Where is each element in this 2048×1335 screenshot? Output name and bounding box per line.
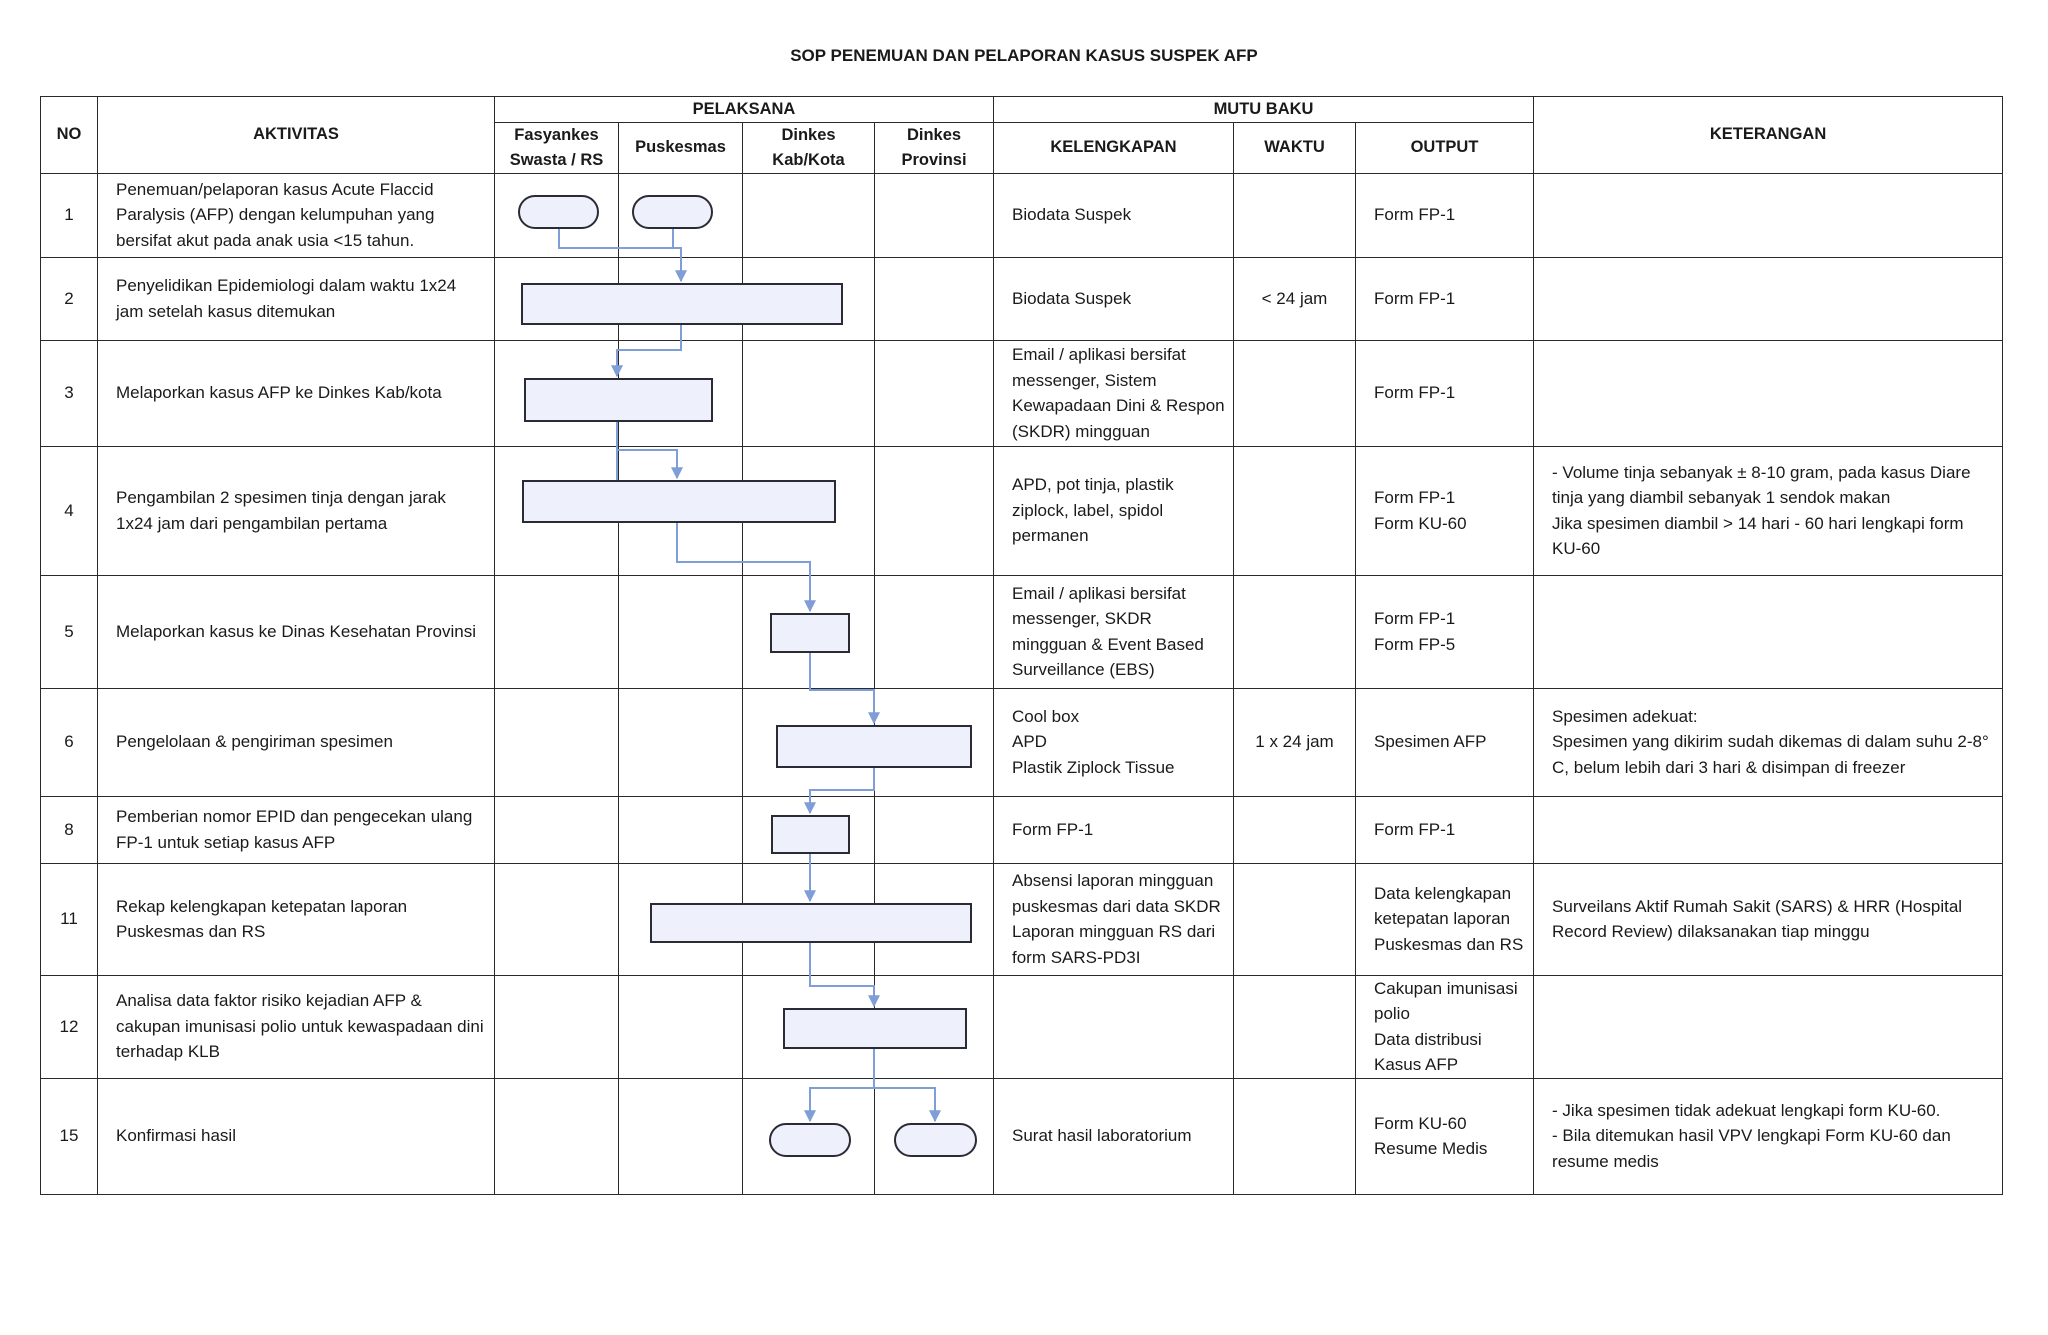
table-row	[41, 340, 2003, 446]
lane-cell-dinkes-provinsi	[875, 340, 994, 446]
kelengkapan-cell: Email / aplikasi bersifat messenger, SKDR mingguan & Event Based Surveillance (EBS)	[994, 575, 1234, 688]
lane-cell-fasyankes	[495, 975, 619, 1078]
keterangan-cell	[1534, 796, 2003, 863]
keterangan-cell	[1534, 975, 2003, 1078]
table-row	[41, 257, 2003, 340]
header-waktu: WAKTU	[1234, 123, 1356, 174]
table-row	[41, 1078, 2003, 1194]
lane-cell-dinkes-provinsi	[875, 975, 994, 1078]
waktu-cell	[1234, 575, 1356, 688]
keterangan-cell: Spesimen adekuat: Spesimen yang dikirim sudah dikemas di dalam suhu 2-8° C, belum lebih dari 3 hari & disimpan di freezer	[1534, 688, 2003, 796]
keterangan-cell: - Volume tinja sebanyak ± 8-10 gram, pada kasus Diare tinja yang diambil sebanyak 1 sendok makan Jika spesimen diambil > 14 hari - 60 hari lengkapi form KU-60	[1534, 446, 2003, 575]
lane-cell-dinkes-provinsi	[875, 257, 994, 340]
waktu-cell	[1234, 446, 1356, 575]
kelengkapan-cell: Biodata Suspek	[994, 257, 1234, 340]
table-row	[41, 796, 2003, 863]
lane-cell-fasyankes	[495, 257, 619, 340]
lane-cell-dinkes-provinsi	[875, 863, 994, 975]
row-number: 11	[41, 863, 98, 975]
lane-cell-dinkes-kabkota	[743, 173, 875, 257]
activity-cell: Pemberian nomor EPID dan pengecekan ulang FP-1 untuk setiap kasus AFP	[98, 796, 495, 863]
lane-cell-fasyankes	[495, 446, 619, 575]
output-cell: Cakupan imunisasi polio Data distribusi Kasus AFP	[1356, 975, 1534, 1078]
row-number: 12	[41, 975, 98, 1078]
output-cell: Form FP-1 Form FP-5	[1356, 575, 1534, 688]
activity-cell: Analisa data faktor risiko kejadian AFP & cakupan imunisasi polio untuk kewaspadaan dini terhadap KLB	[98, 975, 495, 1078]
waktu-cell: < 24 jam	[1234, 257, 1356, 340]
lane-cell-dinkes-kabkota	[743, 1078, 875, 1194]
header-lane-dinkes-kabkota: Dinkes Kab/Kota	[743, 123, 875, 174]
table-row	[41, 446, 2003, 575]
header-no: NO	[41, 97, 98, 174]
lane-cell-dinkes-kabkota	[743, 340, 875, 446]
lane-cell-dinkes-kabkota	[743, 863, 875, 975]
lane-cell-puskesmas	[619, 796, 743, 863]
lane-cell-dinkes-provinsi	[875, 446, 994, 575]
output-cell: Form FP-1	[1356, 173, 1534, 257]
lane-cell-fasyankes	[495, 863, 619, 975]
lane-cell-puskesmas	[619, 688, 743, 796]
header-pelaksana: PELAKSANA	[495, 97, 994, 123]
activity-cell: Penyelidikan Epidemiologi dalam waktu 1x24 jam setelah kasus ditemukan	[98, 257, 495, 340]
header-aktivitas: AKTIVITAS	[98, 97, 495, 174]
lane-cell-dinkes-kabkota	[743, 975, 875, 1078]
table-row	[41, 575, 2003, 688]
row-number: 1	[41, 173, 98, 257]
waktu-cell: 1 x 24 jam	[1234, 688, 1356, 796]
output-cell: Spesimen AFP	[1356, 688, 1534, 796]
activity-cell: Pengambilan 2 spesimen tinja dengan jarak 1x24 jam dari pengambilan pertama	[98, 446, 495, 575]
kelengkapan-cell: Surat hasil laboratorium	[994, 1078, 1234, 1194]
waktu-cell	[1234, 863, 1356, 975]
lane-cell-fasyankes	[495, 575, 619, 688]
output-cell: Form FP-1	[1356, 340, 1534, 446]
waktu-cell	[1234, 1078, 1356, 1194]
lane-cell-puskesmas	[619, 257, 743, 340]
header-lane-puskesmas: Puskesmas	[619, 123, 743, 174]
lane-cell-puskesmas	[619, 1078, 743, 1194]
table-row	[41, 688, 2003, 796]
lane-cell-fasyankes	[495, 173, 619, 257]
activity-cell: Penemuan/pelaporan kasus Acute Flaccid Paralysis (AFP) dengan kelumpuhan yang bersifat akut pada anak usia <15 tahun.	[98, 173, 495, 257]
table-row	[41, 173, 2003, 257]
lane-cell-puskesmas	[619, 863, 743, 975]
header-kelengkapan: KELENGKAPAN	[994, 123, 1234, 174]
lane-cell-puskesmas	[619, 575, 743, 688]
lane-cell-dinkes-kabkota	[743, 446, 875, 575]
activity-cell: Konfirmasi hasil	[98, 1078, 495, 1194]
sop-table	[40, 96, 2003, 1195]
keterangan-cell	[1534, 173, 2003, 257]
output-cell: Form FP-1	[1356, 257, 1534, 340]
kelengkapan-cell: Absensi laporan mingguan puskesmas dari data SKDR Laporan mingguan RS dari form SARS-PD3I	[994, 863, 1234, 975]
activity-cell: Rekap kelengkapan ketepatan laporan Puskesmas dan RS	[98, 863, 495, 975]
page-title: SOP PENEMUAN DAN PELAPORAN KASUS SUSPEK AFP	[790, 46, 1258, 65]
lane-cell-dinkes-provinsi	[875, 173, 994, 257]
row-number: 6	[41, 688, 98, 796]
row-number: 8	[41, 796, 98, 863]
kelengkapan-cell: Email / aplikasi bersifat messenger, Sistem Kewapadaan Dini & Respon (SKDR) mingguan	[994, 340, 1234, 446]
header-mutu-baku: MUTU BAKU	[994, 97, 1534, 123]
output-cell: Form FP-1 Form KU-60	[1356, 446, 1534, 575]
waktu-cell	[1234, 975, 1356, 1078]
lane-cell-puskesmas	[619, 340, 743, 446]
kelengkapan-cell: Biodata Suspek	[994, 173, 1234, 257]
lane-cell-dinkes-provinsi	[875, 575, 994, 688]
header-keterangan: KETERANGAN	[1534, 97, 2003, 174]
keterangan-cell	[1534, 340, 2003, 446]
table-row	[41, 863, 2003, 975]
lane-cell-puskesmas	[619, 975, 743, 1078]
lane-cell-dinkes-provinsi	[875, 1078, 994, 1194]
lane-cell-dinkes-provinsi	[875, 796, 994, 863]
lane-cell-puskesmas	[619, 173, 743, 257]
row-number: 2	[41, 257, 98, 340]
lane-cell-dinkes-kabkota	[743, 688, 875, 796]
lane-cell-fasyankes	[495, 688, 619, 796]
kelengkapan-cell: Form FP-1	[994, 796, 1234, 863]
header-output: OUTPUT	[1356, 123, 1534, 174]
output-cell: Form KU-60 Resume Medis	[1356, 1078, 1534, 1194]
header-lane-fasyankes: Fasyankes Swasta / RS	[495, 123, 619, 174]
header-lane-dinkes-provinsi: Dinkes Provinsi	[875, 123, 994, 174]
lane-cell-fasyankes	[495, 796, 619, 863]
keterangan-cell: Surveilans Aktif Rumah Sakit (SARS) & HRR (Hospital Record Review) dilaksanakan tiap minggu	[1534, 863, 2003, 975]
kelengkapan-cell	[994, 975, 1234, 1078]
lane-cell-dinkes-provinsi	[875, 688, 994, 796]
output-cell: Data kelengkapan ketepatan laporan Puskesmas dan RS	[1356, 863, 1534, 975]
activity-cell: Melaporkan kasus ke Dinas Kesehatan Provinsi	[98, 575, 495, 688]
row-number: 15	[41, 1078, 98, 1194]
kelengkapan-cell: APD, pot tinja, plastik ziplock, label, spidol permanen	[994, 446, 1234, 575]
lane-cell-dinkes-kabkota	[743, 796, 875, 863]
table-row	[41, 975, 2003, 1078]
lane-cell-dinkes-kabkota	[743, 257, 875, 340]
lane-cell-fasyankes	[495, 1078, 619, 1194]
keterangan-cell	[1534, 257, 2003, 340]
keterangan-cell	[1534, 575, 2003, 688]
lane-cell-puskesmas	[619, 446, 743, 575]
output-cell: Form FP-1	[1356, 796, 1534, 863]
row-number: 3	[41, 340, 98, 446]
activity-cell: Melaporkan kasus AFP ke Dinkes Kab/kota	[98, 340, 495, 446]
keterangan-cell: - Jika spesimen tidak adekuat lengkapi form KU-60. - Bila ditemukan hasil VPV lengkapi Form KU-60 dan resume medis	[1534, 1078, 2003, 1194]
kelengkapan-cell: Cool box APD Plastik Ziplock Tissue	[994, 688, 1234, 796]
waktu-cell	[1234, 173, 1356, 257]
lane-cell-fasyankes	[495, 340, 619, 446]
waktu-cell	[1234, 340, 1356, 446]
lane-cell-dinkes-kabkota	[743, 575, 875, 688]
row-number: 4	[41, 446, 98, 575]
activity-cell: Pengelolaan & pengiriman spesimen	[98, 688, 495, 796]
row-number: 5	[41, 575, 98, 688]
waktu-cell	[1234, 796, 1356, 863]
